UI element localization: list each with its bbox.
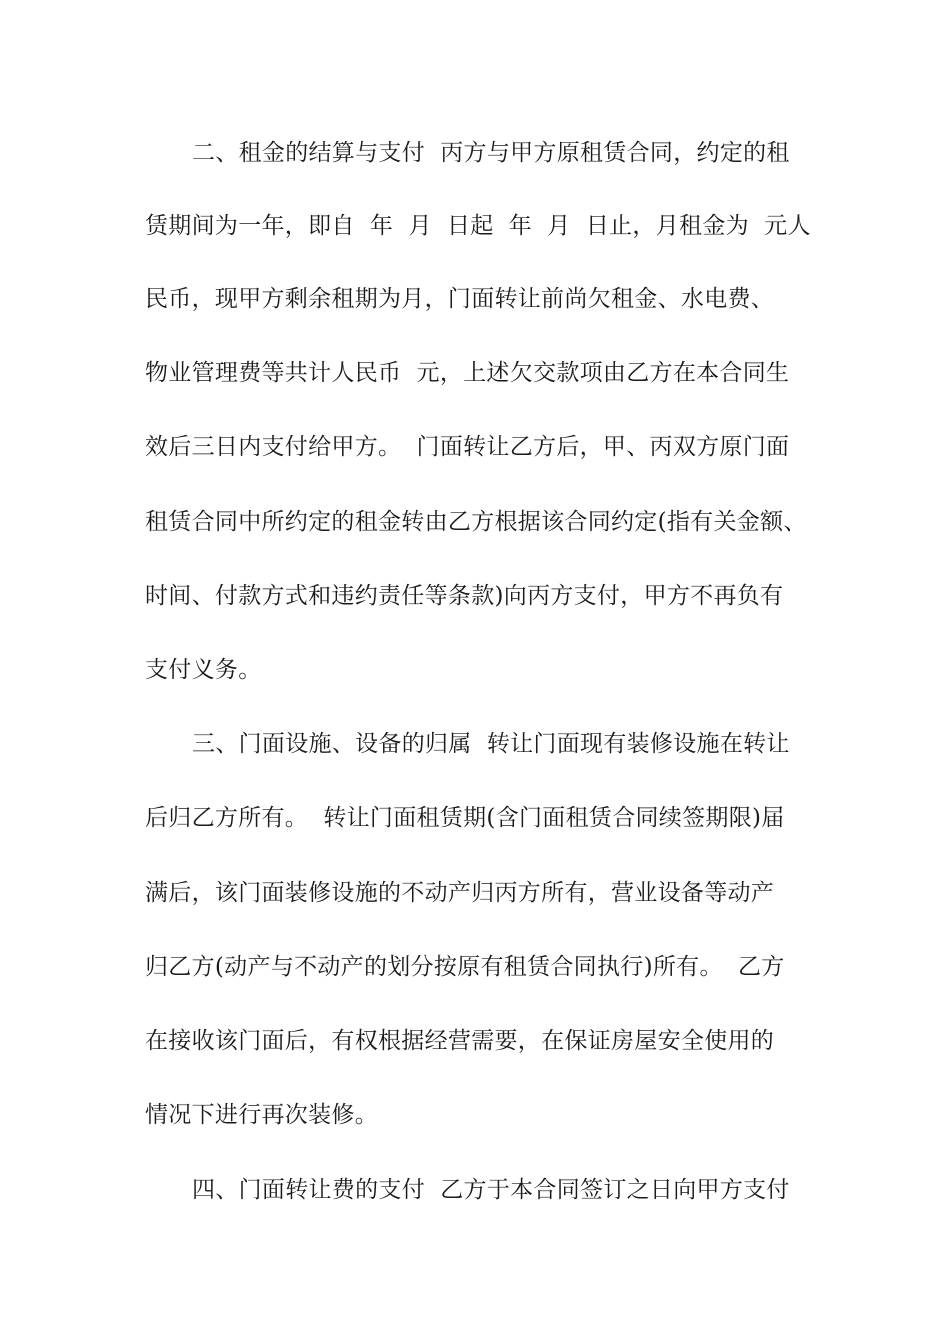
paragraph-line: 租赁合同中所约定的租金转由乙方根据该合同约定(指有关金额、 — [145, 509, 807, 535]
paragraph-line: 时间、付款方式和违约责任等条款)向丙方支付，甲方不再负有 — [145, 583, 784, 609]
paragraph-line: 物业管理费等共计人民币 元，上述欠交款项由乙方在本合同生 — [145, 360, 790, 386]
paragraph-line: 归乙方(动产与不动产的划分按原有租赁合同执行)所有。 乙方 — [145, 954, 785, 980]
paragraph-line: 在接收该门面后，有权根据经营需要，在保证房屋安全使用的 — [145, 1028, 775, 1054]
paragraph-line: 赁期间为一年，即自 年 月 日起 年 月 日止，月租金为 元人 — [145, 213, 811, 239]
paragraph-line: 满后，该门面装修设施的不动产归丙方所有，营业设备等动产 — [145, 880, 775, 906]
paragraph-line: 三、门面设施、设备的归属 转让门面现有装修设施在转让 — [192, 731, 790, 757]
paragraph-line: 四、门面转让费的支付 乙方于本合同签订之日向甲方支付 — [192, 1177, 790, 1203]
paragraph-line: 支付义务。 — [145, 657, 262, 683]
paragraph-line: 效后三日内支付给甲方。 门面转让乙方后，甲、丙双方原门面 — [145, 434, 790, 460]
paragraph-line: 民币，现甲方剩余租期为月，门面转让前尚欠租金、水电费、 — [145, 286, 775, 312]
paragraph-line: 情况下进行再次装修。 — [145, 1102, 378, 1128]
paragraph-line: 后归乙方所有。 转让门面租赁期(含门面租赁合同续签期限)届 — [145, 805, 785, 831]
paragraph-line: 二、租金的结算与支付 丙方与甲方原租赁合同，约定的租 — [192, 140, 790, 166]
